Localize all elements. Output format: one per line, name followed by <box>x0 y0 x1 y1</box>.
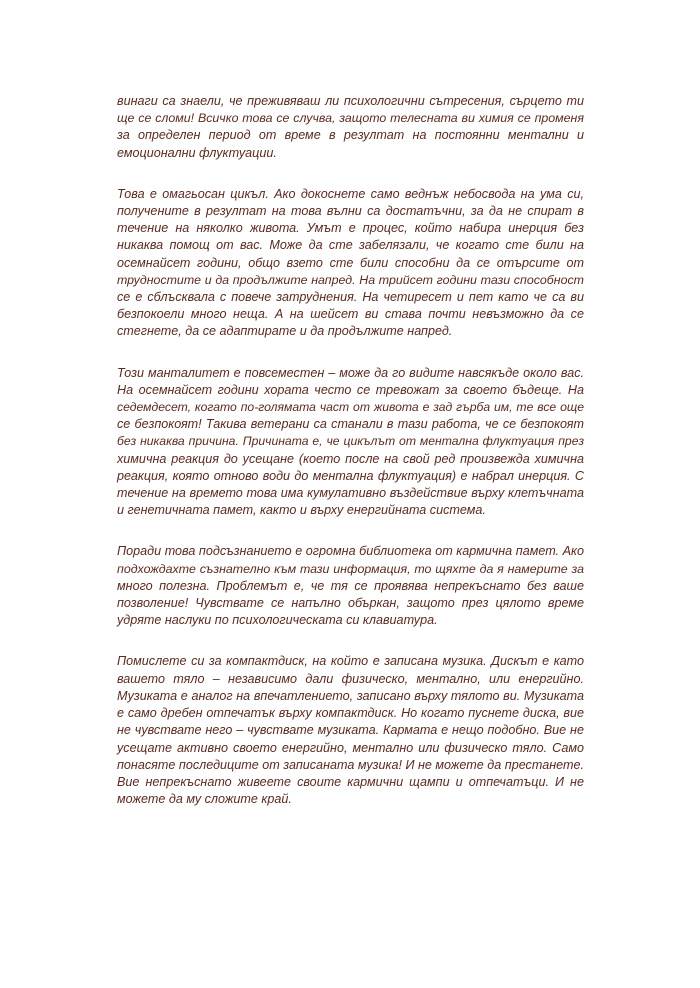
paragraph-4 <box>117 543 584 629</box>
text-line: Музиката е аналог на впечатлението, записано върху тялото ви. Музиката <box>117 688 584 703</box>
text-line: безпокоели много неща. А на шейсет ви става почти невъзможно да се <box>117 307 584 322</box>
text-line: се е сблъсквала с повече затруднения. На четиресет и пет като че са ви <box>117 290 584 305</box>
paragraph-1 <box>117 93 584 162</box>
text-line: понасяте последиците от записаната музика! И не можете да престанете. <box>117 757 584 772</box>
text-line: осемнайсет години, общо взето сте били способни да се отърсите от <box>117 255 584 270</box>
text-line: подхождахте съзнателно към тази информация, то щяхте да я намерите за <box>117 561 584 576</box>
text-line: е само дребен отпечатък върху компактдиск. Но когато пуснете диска, вие <box>117 706 584 721</box>
text-line: Това е омагьосан цикъл. Ако докоснете само веднъж небосвода на ума си, <box>117 186 584 201</box>
text-line: вашето тяло – независимо дали физическо, ментално, или енергийно. <box>117 671 584 686</box>
text-line: реакция, която отново води до ментална флуктуация) е набрал инерция. С <box>117 468 584 483</box>
text-line: и генетичната памет, както и върху енергийната система. <box>117 503 486 518</box>
text-line: можете да му сложите край. <box>117 792 292 807</box>
text-line: течение на няколко живота. Умът е процес, който набира инерция без <box>117 221 584 236</box>
text-line: получените в резултат на това вълни са достатъчни, за да не спират в <box>117 204 584 219</box>
text-line: трудностите и да продължите напред. На трийсет години тази способност <box>117 272 584 287</box>
text-line: ще се сломи! Всичко това се случва, защото телесната ви химия се променя <box>117 111 584 126</box>
text-line: удряте наслуки по психологическата си клавиатура. <box>117 613 438 628</box>
text-line: химична реакция до усещане (което после на свой ред произвежда химична <box>117 451 584 466</box>
text-line: течение на времето това има кумулативно въздействие върху клетъчната <box>117 486 584 501</box>
paragraph-5 <box>117 653 584 808</box>
text-line: не чувствате него – чувствате музиката. Кармата е нещо подобно. Вие не <box>117 723 584 738</box>
paragraph-3 <box>117 365 584 520</box>
text-line: се безпокоят! Такива ветерани са станали в тази работа, че се безпокоят <box>117 417 584 432</box>
text-line: емоционални флуктуации. <box>117 145 277 160</box>
text-line: позволение! Чувствате се напълно объркан, защото през цялото време <box>117 596 584 611</box>
text-line: усещате активно своето енергийно, ментално или физическо тяло. Само <box>117 740 584 755</box>
text-line: никаква помощ от вас. Може да сте забелязали, че когато сте били на <box>117 238 584 253</box>
text-line: Вие непрекъснато живеете своите кармични щампи и отпечатъци. И не <box>117 774 584 789</box>
paragraph-2 <box>117 186 584 341</box>
text-line: винаги са знаели, че преживяваш ли психологични сътресения, сърцето ти <box>117 94 584 108</box>
text-line: Помислете си за компактдиск, на който е записана музика. Дискът е като <box>117 654 584 669</box>
text-line: много полезна. Проблемът е, че тя се проявява непрекъснато без ваше <box>117 578 584 593</box>
text-line: без никаква причина. Причината е, че цикълът от ментална флуктуация през <box>117 434 584 449</box>
text-line: На осемнайсет години хората често се тревожат за своето бъдеще. На <box>117 382 584 397</box>
text-line: седемдесет, когато по-голямата част от живота е зад гърба им, те все още <box>117 400 584 415</box>
document-body <box>117 93 584 832</box>
text-line: стегнете, да се адаптирате и да продължите напред. <box>117 324 453 339</box>
text-line: за определен период от време в резултат на постоянни ментални и <box>117 128 584 143</box>
text-line: Поради това подсъзнанието е огромна библиотека от кармична памет. Ако <box>117 544 584 559</box>
text-line: Този манталитет е повсеместен – може да го видите навсякъде около вас. <box>117 365 584 380</box>
